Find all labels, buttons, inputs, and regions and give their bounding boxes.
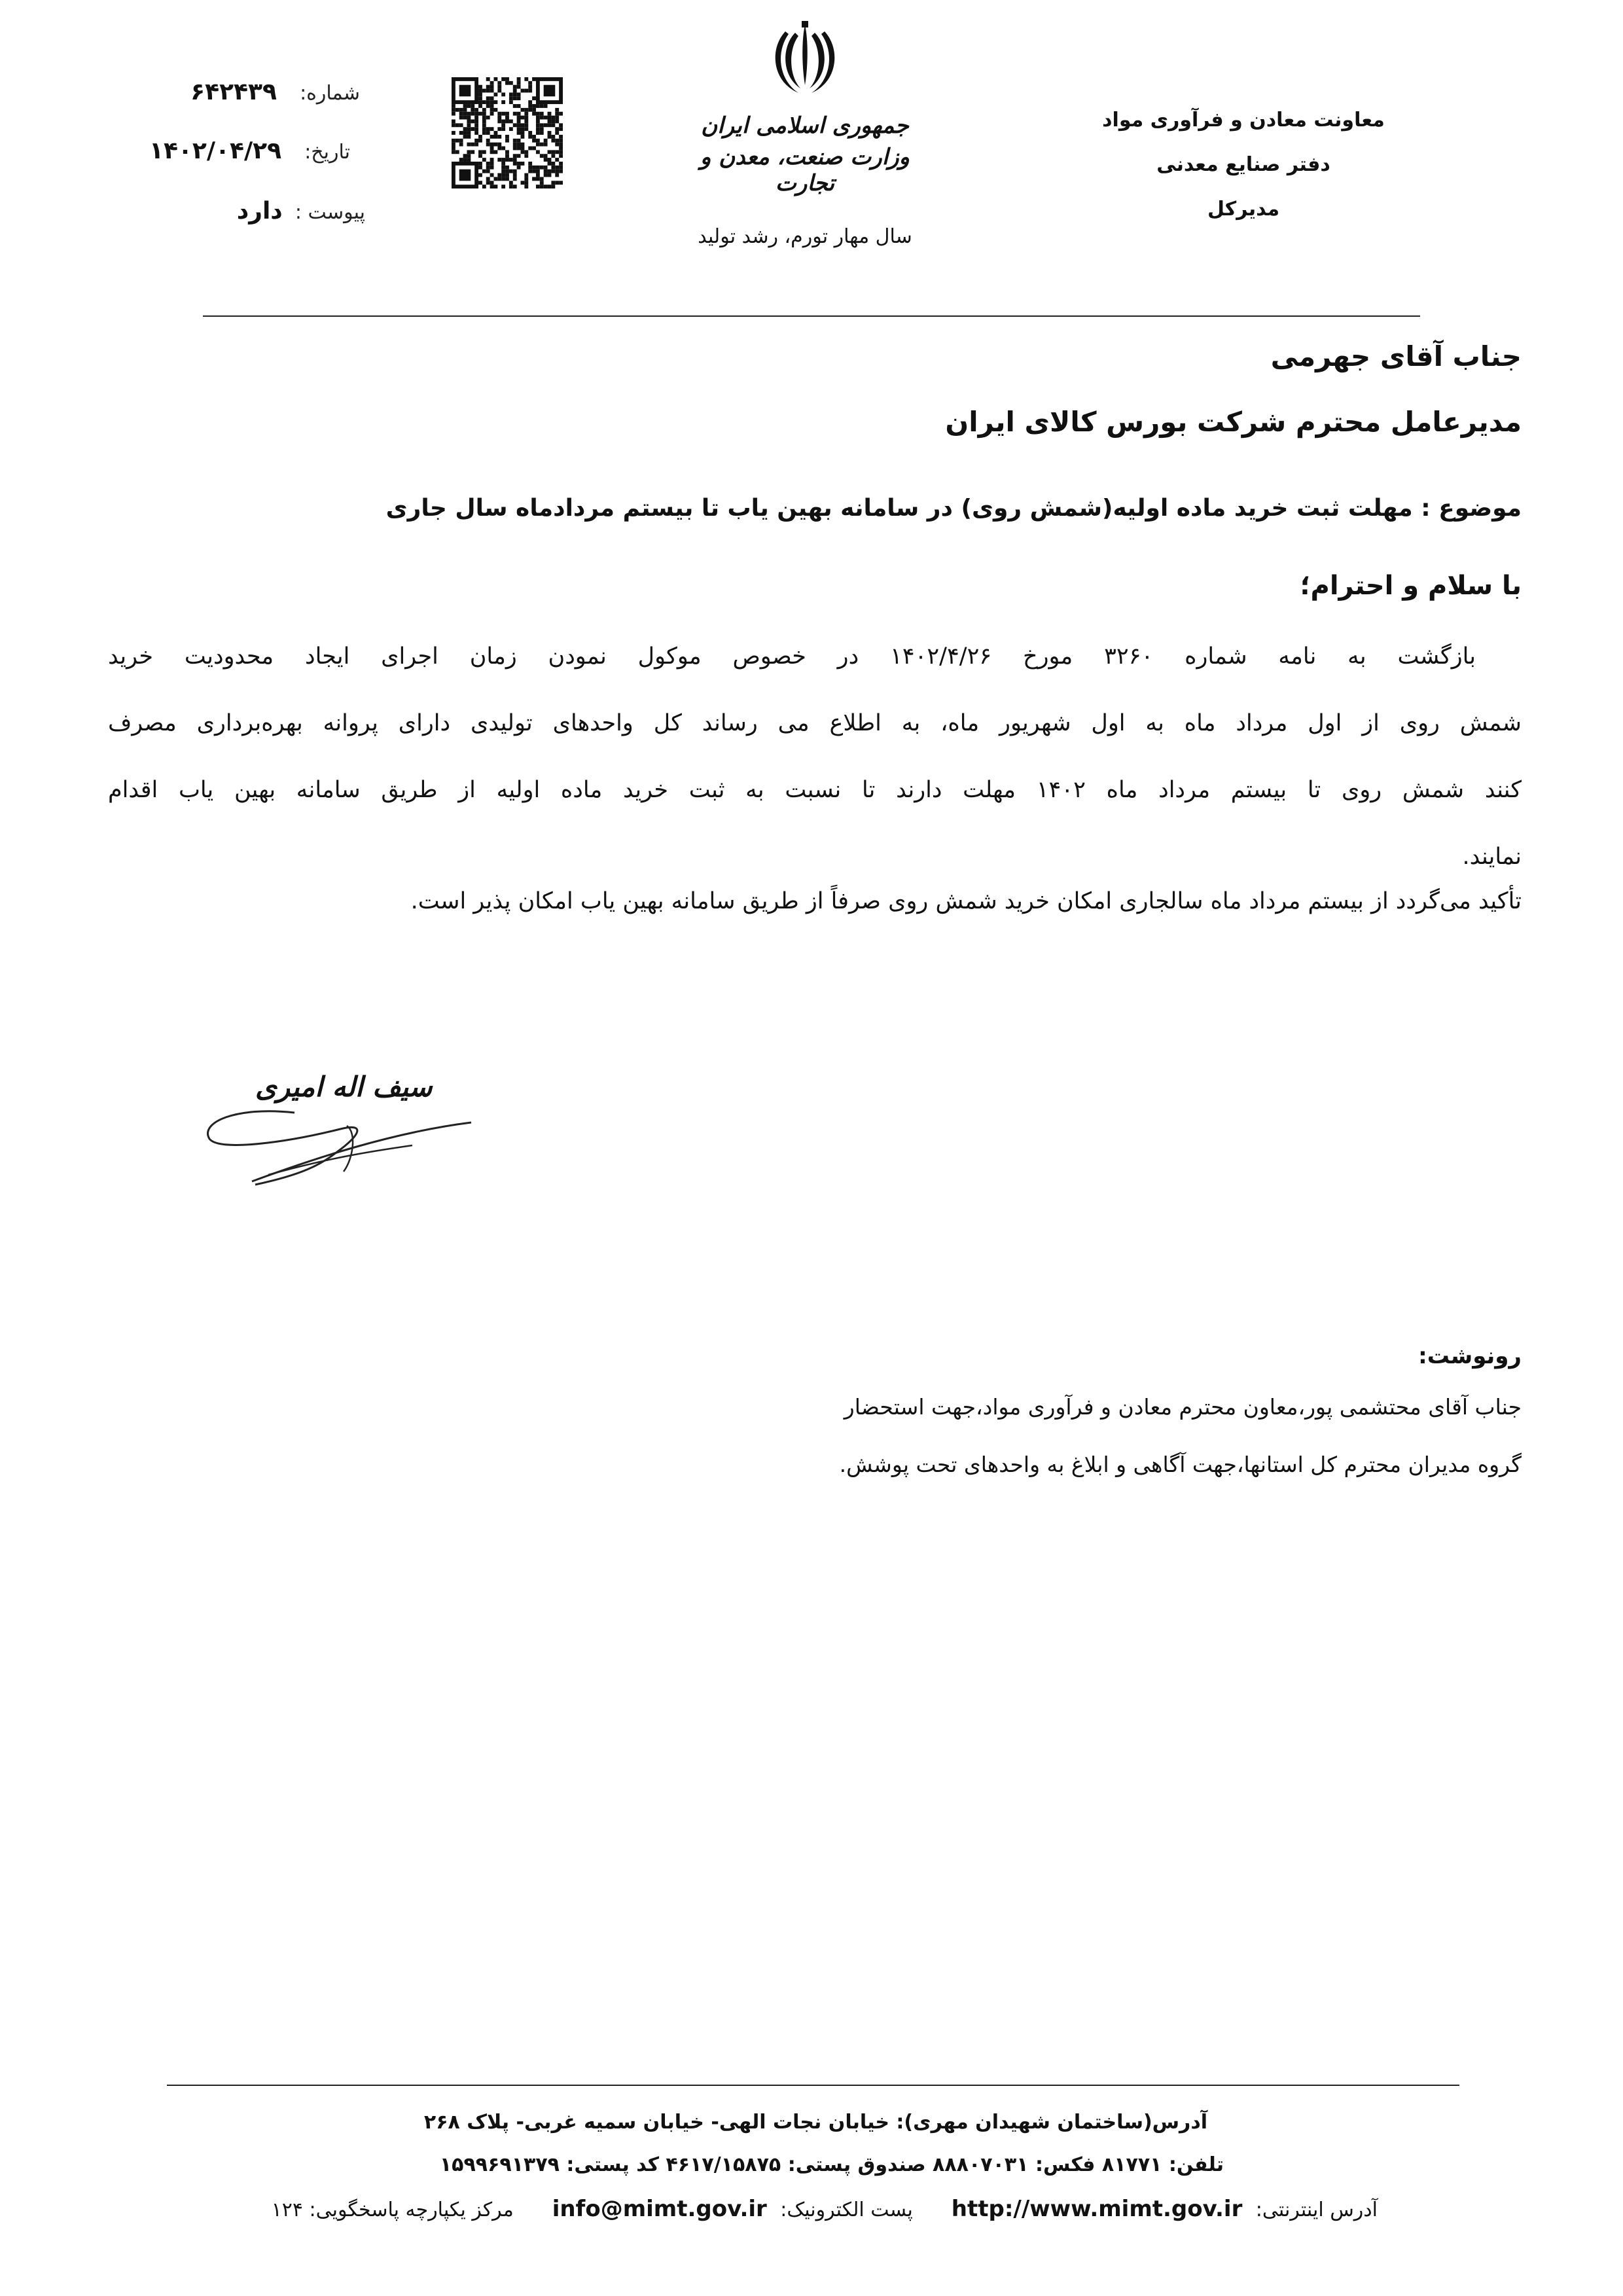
letter-number <box>164 79 360 105</box>
cc-title: رونوشت: <box>1418 1343 1522 1369</box>
footer-divider <box>167 2085 1459 2086</box>
footer-web-link[interactable]: http://www.mimt.gov.ir <box>951 2196 1243 2222</box>
letter-subject: موضوع : مهلت ثبت خرید ماده اولیه(شمش روی) در سامانه بهین یاب تا بیستم مردادماه سال جاری <box>385 495 1522 522</box>
body-line: بازگشت به نامه شماره ۳۲۶۰ مورخ ۱۴۰۲/۴/۲۶ در خصوص موکول نمودن زمان اجرای ایجاد محدودیت خرید <box>108 643 1476 670</box>
qr-code <box>452 77 563 188</box>
body-line: نمایند. <box>1462 844 1522 870</box>
footer-email-label: پست الکترونیک: <box>780 2198 913 2221</box>
header-divider <box>203 315 1420 317</box>
footer-web-label: آدرس اینترنتی: <box>1255 2198 1378 2221</box>
body-line: تأکید می‌گردد از بیستم مرداد ماه سالجاری امکان خرید شمش روی صرفاً از طریق سامانه بهین یاب امکان پذیر است. <box>410 888 1522 914</box>
year-slogan: سال مهار تورم، رشد تولید <box>698 225 912 248</box>
recipient-name: جناب آقای جهرمی <box>1270 340 1522 372</box>
letter-date-label: تاریخ: <box>304 141 350 164</box>
footer-phone: تلفن: ۸۱۷۷۱ فکس: ۸۸۸۰۷۰۳۱ صندوق پستی: ۴۶۱۷/۱۵۸۷۵ کد پستی: ۱۵۹۹۶۹۱۳۷۹ <box>439 2153 1224 2176</box>
letter-greeting: با سلام و احترام؛ <box>1300 571 1522 601</box>
body-line: شمش روی از اول مرداد ماه به اول شهریور ماه، به اطلاع می رساند کل واحدهای تولیدی دارای پروانه بهره‌برداری مصرف <box>108 710 1522 736</box>
letter-attachment-value: دارد <box>236 198 283 224</box>
footer-address: آدرس(ساختمان شهیدان مهری): خیابان نجات الهی- خیابان سمیه غربی- پلاک ۲۶۸ <box>423 2111 1207 2134</box>
letter-number-value: ۶۴۲۴۳۹ <box>190 79 277 105</box>
iran-emblem-icon <box>769 20 841 98</box>
body-line: کنند شمش روی تا بیستم مرداد ماه ۱۴۰۲ مهلت دارند تا نسبت به ثبت خرید ماده اولیه از طریق سامانه بهین یاب اقدام <box>108 777 1522 803</box>
emblem-country-name: جمهوری اسلامی ایران <box>701 113 909 139</box>
dept-director: مدیرکل <box>1207 198 1280 221</box>
department-header <box>1047 98 1440 232</box>
letter-attachment-label: پیوست : <box>294 201 365 224</box>
letter-date <box>128 137 350 164</box>
letter-number-label: شماره: <box>300 82 360 105</box>
recipient-title: مدیرعامل محترم شرکت بورس کالای ایران <box>945 406 1522 438</box>
letter-attachment <box>208 198 365 224</box>
dept-office: دفتر صنایع معدنی <box>1156 153 1330 176</box>
dept-deputy: معاونت معادن و فرآوری مواد <box>1102 109 1385 132</box>
letter-date-value: ۱۴۰۲/۰۴/۲۹ <box>149 137 282 164</box>
cc-line: جناب آقای محتشمی پور،معاون محترم معادن و فرآوری مواد،جهت استحضار <box>844 1394 1522 1420</box>
footer-callcenter: مرکز یکپارچه پاسخگویی: ۱۲۴ <box>271 2198 514 2221</box>
footer-email-link[interactable]: info@mimt.gov.ir <box>552 2196 767 2222</box>
signatory-name: سیف اله امیری <box>255 1071 433 1103</box>
emblem-ministry-name: وزارت صنعت، معدن و تجارت <box>700 144 910 196</box>
cc-line: گروه مدیران محترم کل استانها،جهت آگاهی و ابلاغ به واحدهای تحت پوشش. <box>839 1452 1522 1477</box>
footer-contacts <box>272 2196 1378 2222</box>
letter-body <box>108 623 1522 935</box>
ministry-emblem-block <box>681 20 929 268</box>
